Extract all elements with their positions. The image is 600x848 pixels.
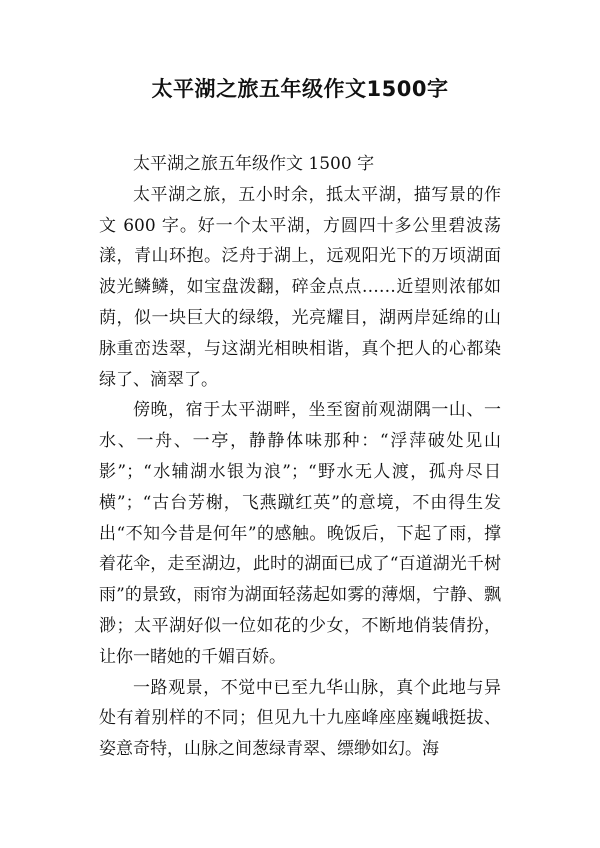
document-title: 太平湖之旅五年级作文1500字 [151, 77, 449, 101]
paragraph: 太平湖之旅，五小时余，抵太平湖，描写景的作文 600 字。好一个太平湖，方圆四十多公里碧波荡漾，青山环抱。泛舟于湖上，远观阳光下的万顷湖面波光鳞鳞，如宝盘泼翻，碎金点点……近望则浓郁如荫，似一块巨大的绿缎，光亮耀目，湖两岸延绵的山脉重峦迭翠，与这湖光相映相谐，真个把人的心都染绿了、滴翠了。 [99, 184, 501, 390]
paragraph: 一路观景，不觉中已至九华山脉，真个此地与异处有着别样的不同；但见九十九座峰座座巍峨挺拔、姿意奇特，山脉之间葱绿青翠、缥缈如幻。海 [99, 677, 501, 760]
paragraph: 傍晚，宿于太平湖畔，坐至窗前观湖隅一山、一水、一舟、一亭，静静体味那种：“浮萍破处见山影”；“水辅湖水银为浪”；“野水无人渡，孤舟尽日横”；“古台芳榭，飞燕蹴红英”的意境，不由得生发出“不知今昔是何年”的感触。晚饭后，下起了雨，撑着花伞，走至湖边，此时的湖面已成了“百道湖光千树雨”的景致，雨帘为湖面轻荡起如雾的薄烟，宁静、飘渺；太平湖好似一位如花的少女，不断地俏装倩扮，让你一睹她的千媚百娇。 [99, 400, 501, 667]
document-body [99, 149, 501, 765]
paragraph-subtitle: 太平湖之旅五年级作文 1500 字 [133, 154, 375, 174]
